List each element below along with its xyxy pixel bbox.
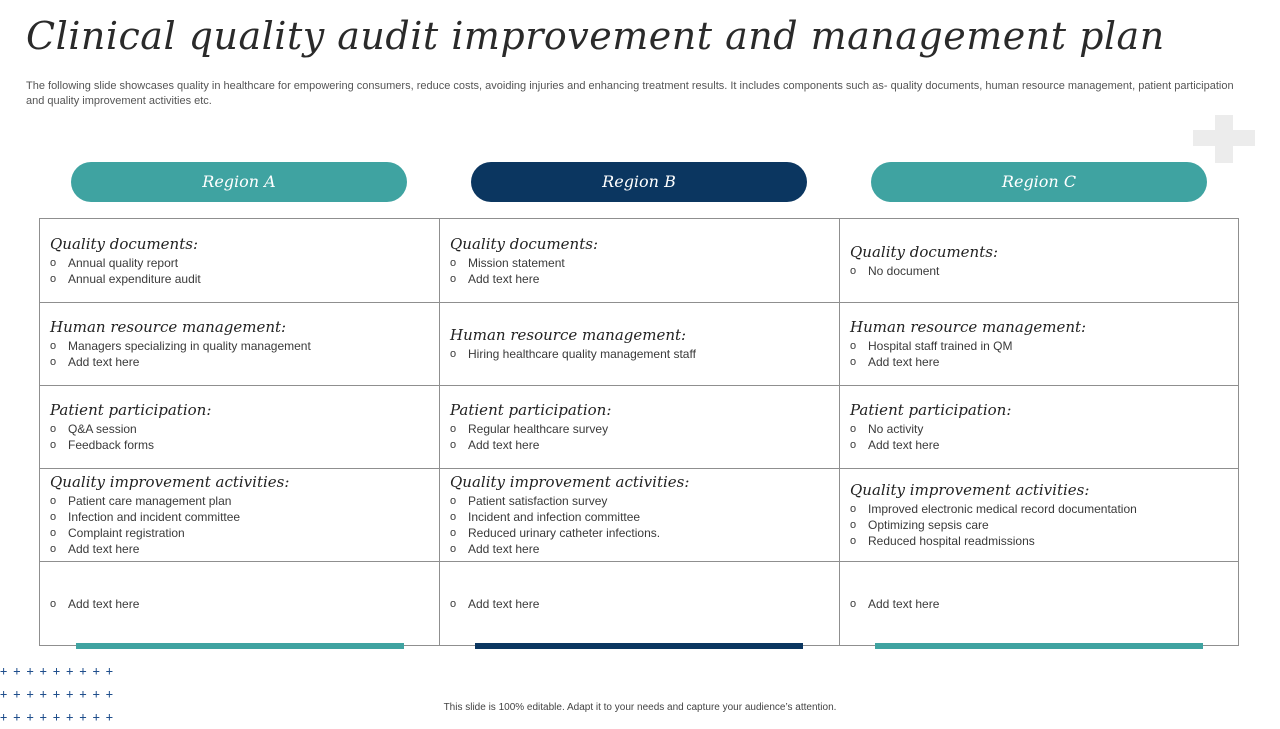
list-item [450, 509, 829, 525]
list-item [50, 421, 429, 437]
table-cell [440, 469, 840, 562]
bullet-list [50, 596, 429, 612]
bullet-icon: o [50, 340, 57, 352]
region-a-accent-bar [76, 643, 404, 649]
bullet-list [850, 263, 1228, 279]
table-cell [40, 469, 440, 562]
page-subtitle: The following slide showcases quality in healthcare for empowering consumers, reduce costs, avoiding injuries and enhancing treatment results. It includes components such as- quality documents, human resource management, patient participation and quality improvement activities etc. [26, 80, 1234, 107]
list-item-text: Managers specializing in quality management [68, 339, 311, 353]
list-item [50, 255, 429, 271]
bullet-icon: o [50, 272, 57, 285]
list-item-text: Reduced urinary catheter infections. [468, 526, 661, 540]
bullet-icon: o [850, 340, 857, 352]
list-item [50, 541, 429, 557]
region-c-accent-bar [875, 643, 1203, 649]
list-item [50, 509, 429, 525]
table-cell [840, 386, 1238, 469]
bullet-list [450, 421, 829, 453]
list-item-text: Complaint registration [68, 526, 185, 540]
bullet-icon: o [850, 423, 857, 435]
audit-plan-table [39, 218, 1239, 646]
list-item-text: Reduced hospital readmissions [868, 534, 1035, 548]
cell-heading: Quality documents: [850, 242, 999, 261]
list-item-text: Annual expenditure audit [68, 271, 201, 286]
table-cell [40, 562, 440, 645]
list-item-text: No document [868, 263, 940, 278]
list-item [850, 263, 1228, 279]
bullet-icon: o [450, 511, 457, 523]
bullet-icon: o [50, 527, 57, 539]
list-item [50, 596, 429, 612]
list-item-text: Patient satisfaction survey [468, 494, 608, 508]
table-cell [40, 303, 440, 386]
cell-heading: Human resource management: [450, 326, 687, 344]
table-cell [840, 303, 1238, 386]
cell-heading: Quality improvement activities: [850, 481, 1090, 499]
bullet-icon: o [450, 348, 457, 360]
list-item [850, 501, 1228, 517]
list-item-text: Add text here [68, 355, 140, 369]
list-item-text: Incident and infection committee [468, 510, 641, 524]
region-a-header: Region A [71, 162, 407, 202]
list-item [50, 437, 429, 453]
bullet-icon: o [50, 543, 57, 555]
list-item-text: Add text here [68, 596, 140, 611]
list-item [450, 346, 829, 362]
cell-heading: Patient participation: [450, 401, 612, 419]
cell-heading: Patient participation: [50, 401, 212, 419]
bullet-icon: o [850, 439, 857, 451]
list-item [850, 437, 1228, 453]
list-item [450, 541, 829, 557]
bullet-icon: o [450, 423, 457, 435]
list-item-text: Patient care management plan [68, 494, 232, 508]
bullet-list [450, 346, 829, 362]
region-b-accent-bar [475, 643, 803, 649]
list-item-text: Hiring healthcare quality management staff [468, 347, 696, 361]
table-cell [440, 219, 840, 303]
bullet-icon: o [450, 597, 457, 610]
bullet-icon: o [50, 495, 57, 507]
list-item [450, 596, 829, 612]
cell-heading: Quality documents: [50, 234, 199, 253]
bullet-icon: o [850, 356, 857, 368]
bullet-icon: o [850, 264, 857, 277]
list-item [850, 421, 1228, 437]
bullet-list [50, 338, 429, 370]
list-item [50, 493, 429, 509]
bullet-list [850, 338, 1228, 370]
bullet-icon: o [450, 272, 457, 285]
list-item [450, 437, 829, 453]
bullet-icon: o [850, 535, 857, 547]
cell-heading: Quality documents: [450, 234, 599, 253]
bullet-icon: o [450, 495, 457, 507]
region-c-header: Region C [871, 162, 1207, 202]
list-item [50, 354, 429, 370]
bullet-icon: o [50, 511, 57, 523]
region-b-header: Region B [471, 162, 807, 202]
table-cell [40, 386, 440, 469]
cell-heading: Patient participation: [850, 401, 1012, 419]
list-item-text: Feedback forms [68, 438, 155, 452]
list-item-text: Optimizing sepsis care [868, 518, 989, 532]
bullet-list [850, 421, 1228, 453]
cell-heading: Quality improvement activities: [50, 473, 290, 491]
list-item [850, 533, 1228, 549]
bullet-icon: o [450, 439, 457, 451]
list-item [850, 354, 1228, 370]
table-cell [440, 303, 840, 386]
table-cell [440, 562, 840, 645]
list-item-text: Add text here [468, 271, 540, 286]
list-item [50, 525, 429, 541]
cell-heading: Human resource management: [850, 318, 1087, 336]
bullet-icon: o [50, 256, 57, 269]
decorative-plus-pattern: +++++++++ +++++++++ +++++++++ [0, 664, 120, 724]
list-item [50, 338, 429, 354]
table-cell [840, 562, 1238, 645]
cell-heading: Human resource management: [50, 318, 287, 336]
bullet-list [450, 255, 829, 287]
table-cell [840, 469, 1238, 562]
list-item-text: Infection and incident committee [68, 510, 241, 524]
list-item-text: Add text here [468, 542, 540, 556]
bullet-icon: o [50, 423, 57, 435]
bullet-list [450, 493, 829, 557]
list-item [850, 596, 1228, 612]
list-item-text: Add text here [468, 596, 540, 611]
list-item-text: Add text here [868, 355, 940, 369]
list-item-text: Annual quality report [68, 255, 179, 270]
table-cell [40, 219, 440, 303]
bullet-icon: o [50, 597, 57, 610]
bullet-icon: o [50, 356, 57, 368]
list-item-text: Hospital staff trained in QM [868, 339, 1013, 353]
bullet-list [50, 255, 429, 287]
list-item-text: Improved electronic medical record documentation [868, 502, 1137, 516]
medical-cross-icon [1193, 115, 1255, 163]
bullet-icon: o [850, 597, 857, 610]
list-item-text: Add text here [468, 438, 540, 452]
bullet-icon: o [850, 503, 857, 515]
bullet-list [850, 596, 1228, 612]
list-item [450, 271, 829, 287]
list-item-text: Add text here [868, 596, 940, 611]
list-item [450, 525, 829, 541]
bullet-icon: o [450, 527, 457, 539]
bullet-icon: o [50, 439, 57, 451]
cell-heading: Quality improvement activities: [450, 473, 690, 491]
bullet-list [450, 596, 829, 612]
list-item [450, 493, 829, 509]
list-item [850, 517, 1228, 533]
list-item-text: Regular healthcare survey [468, 422, 609, 436]
list-item [450, 255, 829, 271]
list-item-text: Add text here [68, 542, 140, 556]
page-title: Clinical quality audit improvement and management plan [26, 14, 1165, 58]
bullet-list [50, 493, 429, 557]
list-item [450, 421, 829, 437]
table-cell [440, 386, 840, 469]
table-cell [840, 219, 1238, 303]
list-item [850, 338, 1228, 354]
list-item-text: Q&A session [68, 422, 137, 436]
bullet-list [850, 501, 1228, 549]
bullet-icon: o [450, 543, 457, 555]
footer-note: This slide is 100% editable. Adapt it to your needs and capture your audience’s attention. [443, 702, 837, 713]
bullet-icon: o [450, 256, 457, 269]
bullet-list [50, 421, 429, 453]
list-item [50, 271, 429, 287]
bullet-icon: o [850, 519, 857, 531]
list-item-text: Add text here [868, 438, 940, 452]
list-item-text: No activity [868, 422, 924, 436]
list-item-text: Mission statement [468, 255, 565, 270]
